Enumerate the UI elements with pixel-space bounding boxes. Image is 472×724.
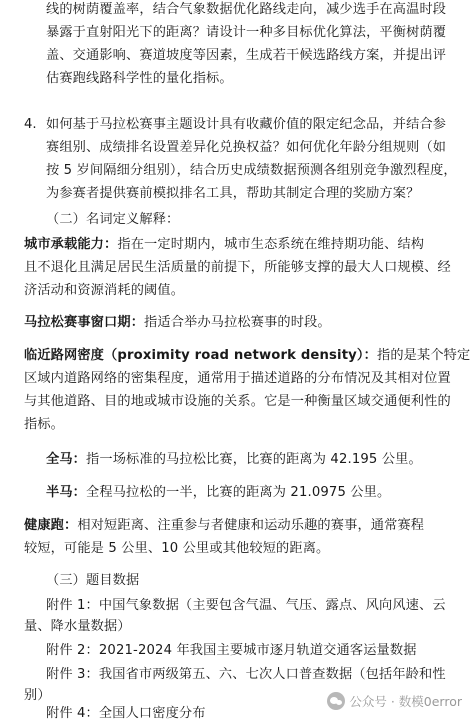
section-heading-definitions: （二）名词定义解释： bbox=[46, 212, 180, 227]
text-line: 估赛跑线路科学性的量化指标。 bbox=[46, 71, 233, 86]
text-line: 赛组别、成绩排名设置差异化兑换权益？如何优化年龄分组规则（如 bbox=[46, 140, 447, 155]
definition-text: 指在一定时期内，城市生态系统在维持期功能、结构 bbox=[117, 237, 425, 252]
definition-fun-run bbox=[24, 516, 424, 536]
definition-road-density bbox=[24, 346, 470, 366]
text-line: 别） bbox=[24, 688, 51, 703]
definition-window-period bbox=[24, 313, 331, 333]
definition-term: 半马： bbox=[46, 485, 87, 500]
text-line: 按 5 岁间隔细分组别），结合历史成绩数据预测各组别竞争激烈程度， bbox=[46, 163, 457, 178]
attachment-2: 附件 2：2021-2024 年我国主要城市逐月轨道交通客运量数据 bbox=[46, 643, 417, 658]
text-line: 量、降水量数据） bbox=[24, 619, 131, 634]
definition-term: 全马： bbox=[46, 452, 87, 467]
text-line: 且不退化且满足居民生活质量的前提下，所能够支撑的最大人口规模、经 bbox=[24, 260, 451, 275]
section-heading-data: （三）题目数据 bbox=[46, 573, 140, 588]
definition-term: 临近路网密度（proximity road network density）： bbox=[24, 348, 377, 363]
wechat-icon bbox=[327, 692, 345, 710]
definition-carrying-capacity bbox=[24, 235, 424, 255]
definition-text: 指适合举办马拉松赛事的时段。 bbox=[144, 315, 331, 330]
attachment-3: 附件 3：我国省市两级第五、六、七次人口普查数据（包括年龄和性 bbox=[46, 667, 446, 682]
text-line: 如何基于马拉松赛事主题设计具有收藏价值的限定纪念品，并结合参 bbox=[46, 117, 447, 132]
definition-half-marathon bbox=[46, 483, 390, 503]
definition-text: 相对短距离、注重参与者健康和运动乐趣的赛事，通常赛程 bbox=[77, 518, 425, 533]
definition-text: 全程马拉松的一半，比赛的距离为 21.0975 公里。 bbox=[86, 485, 391, 500]
definition-full-marathon bbox=[46, 450, 422, 470]
attachment-1: 附件 1：中国气象数据（主要包含气温、气压、露点、风向风速、云 bbox=[46, 598, 446, 613]
text-line: 指标。 bbox=[24, 417, 65, 432]
attachment-4: 附件 4：全国人口密度分布 bbox=[46, 706, 206, 721]
text-line: 盖、交通影响、赛道坡度等因素，生成若干候选路线方案，并提出评 bbox=[46, 48, 447, 63]
text-line: 为参赛者提供赛前模拟排名工具，帮助其制定合理的奖励方案？ bbox=[46, 186, 420, 201]
wechat-watermark bbox=[327, 690, 462, 712]
definition-text: 指一场标准的马拉松比赛，比赛的距离为 42.195 公里。 bbox=[86, 452, 422, 467]
definition-term: 城市承载能力： bbox=[24, 237, 118, 252]
text-line: 较短，可能是 5 公里、10 公里或其他较短的距离。 bbox=[24, 541, 330, 556]
text-line: 区域内道路网络的密集程度，通常用于描述道路的分布情况及其相对位置 bbox=[24, 371, 451, 386]
definition-text: 指的是某个特定 bbox=[377, 348, 471, 363]
definition-term: 马拉松赛事窗口期： bbox=[24, 315, 145, 330]
text-line: 济活动和资源消耗的阈值。 bbox=[24, 283, 185, 298]
text-line: 线的树荫覆盖率，结合气象数据优化路线走向，减少选手在高温时段 bbox=[46, 2, 447, 17]
question-number: 4. bbox=[24, 117, 37, 132]
watermark-text: 公众号 · 数模0error bbox=[349, 694, 462, 709]
definition-term: 健康跑： bbox=[24, 518, 78, 533]
text-line: 暴露于直射阳光下的距离？请设计一种多目标优化算法，平衡树荫覆 bbox=[46, 25, 447, 40]
text-line: 与其他道路、目的地或城市设施的关系。它是一种衡量区域交通便利性的 bbox=[24, 394, 451, 409]
